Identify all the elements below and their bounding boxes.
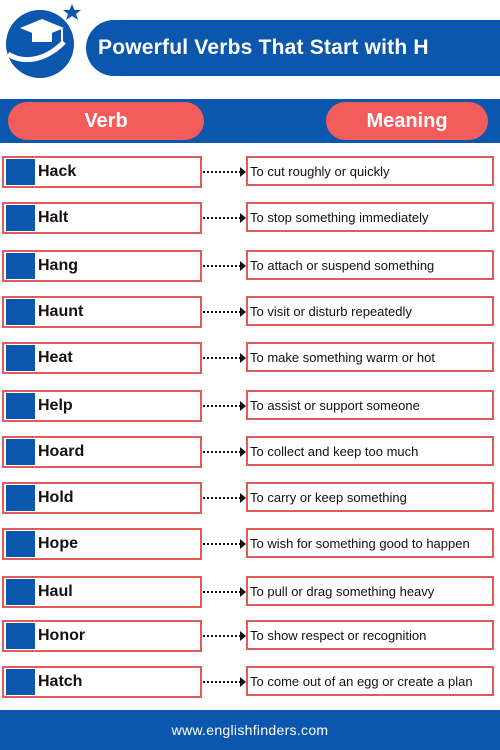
logo-icon <box>2 2 82 82</box>
table-row <box>0 202 500 234</box>
dotted-connector <box>203 357 241 359</box>
meaning-label: To make something warm or hot <box>250 349 435 365</box>
verb-box <box>2 202 202 234</box>
meaning-label: To carry or keep something <box>250 489 407 505</box>
verb-box <box>2 528 202 560</box>
table-row <box>0 482 500 514</box>
meaning-box <box>246 202 494 232</box>
verb-box <box>2 576 202 608</box>
dotted-connector <box>203 265 241 267</box>
meaning-box <box>246 296 494 326</box>
dotted-connector <box>203 635 241 637</box>
meaning-label: To visit or disturb repeatedly <box>250 303 412 319</box>
table-row <box>0 390 500 422</box>
meaning-box <box>246 528 494 558</box>
verb-label: Honor <box>38 627 86 644</box>
verb-label: Halt <box>38 209 69 226</box>
verb-box <box>2 296 202 328</box>
verb-label: Hold <box>38 489 74 506</box>
verb-marker <box>6 393 35 419</box>
verb-marker <box>6 299 35 325</box>
meaning-label: To pull or drag something heavy <box>250 583 435 599</box>
verb-box <box>2 436 202 468</box>
verb-box <box>2 156 202 188</box>
verb-box <box>2 390 202 422</box>
table-row <box>0 156 500 188</box>
meaning-box <box>246 250 494 280</box>
meaning-box <box>246 666 494 696</box>
dotted-connector <box>203 171 241 173</box>
verb-label: Haunt <box>38 303 84 320</box>
meaning-label: To show respect or recognition <box>250 627 427 643</box>
table-row <box>0 666 500 698</box>
verb-marker <box>6 623 35 649</box>
verb-label: Help <box>38 397 73 414</box>
table-row <box>0 528 500 560</box>
meaning-box <box>246 436 494 466</box>
meaning-label: To stop something immediately <box>250 209 429 225</box>
verb-label: Hoard <box>38 443 85 460</box>
meaning-box <box>246 620 494 650</box>
dotted-connector <box>203 451 241 453</box>
dotted-connector <box>203 405 241 407</box>
verb-marker <box>6 485 35 511</box>
meaning-column-heading: Meaning <box>326 102 488 140</box>
meaning-box <box>246 482 494 512</box>
verb-label: Hope <box>38 535 78 552</box>
verb-marker <box>6 159 35 185</box>
meaning-box <box>246 156 494 186</box>
verb-column-heading: Verb <box>8 102 204 140</box>
meaning-box <box>246 342 494 372</box>
dotted-connector <box>203 591 241 593</box>
verb-label: Hack <box>38 163 77 180</box>
footer <box>0 710 500 750</box>
verb-label: Hang <box>38 257 78 274</box>
meaning-label: To wish for something good to happen <box>250 535 470 551</box>
verb-marker <box>6 669 35 695</box>
dotted-connector <box>203 497 241 499</box>
verb-box <box>2 666 202 698</box>
verb-marker <box>6 531 35 557</box>
meaning-label: To cut roughly or quickly <box>250 163 390 179</box>
footer-website: www.englishfinders.com <box>171 722 329 738</box>
dotted-connector <box>203 543 241 545</box>
dotted-connector <box>203 217 241 219</box>
table-row <box>0 620 500 652</box>
table-row <box>0 436 500 468</box>
table-row <box>0 296 500 328</box>
dotted-connector <box>203 681 241 683</box>
verb-box <box>2 250 202 282</box>
verb-label: Heat <box>38 349 73 366</box>
verb-marker <box>6 579 35 605</box>
meaning-label: To attach or suspend something <box>250 257 435 273</box>
page-title: Powerful Verbs That Start with H <box>98 36 429 59</box>
title-banner <box>86 20 500 76</box>
verb-box <box>2 342 202 374</box>
meaning-box <box>246 576 494 606</box>
verb-marker <box>6 253 35 279</box>
table-row <box>0 250 500 282</box>
table-row <box>0 576 500 608</box>
verb-label: Haul <box>38 583 73 600</box>
verb-box <box>2 482 202 514</box>
verb-box <box>2 620 202 652</box>
meaning-label: To assist or support someone <box>250 397 420 413</box>
verb-marker <box>6 439 35 465</box>
verb-marker <box>6 205 35 231</box>
meaning-label: To come out of an egg or create a plan <box>250 673 473 689</box>
verb-label: Hatch <box>38 673 83 690</box>
meaning-box <box>246 390 494 420</box>
dotted-connector <box>203 311 241 313</box>
meaning-label: To collect and keep too much <box>250 443 419 459</box>
verb-marker <box>6 345 35 371</box>
table-row <box>0 342 500 374</box>
